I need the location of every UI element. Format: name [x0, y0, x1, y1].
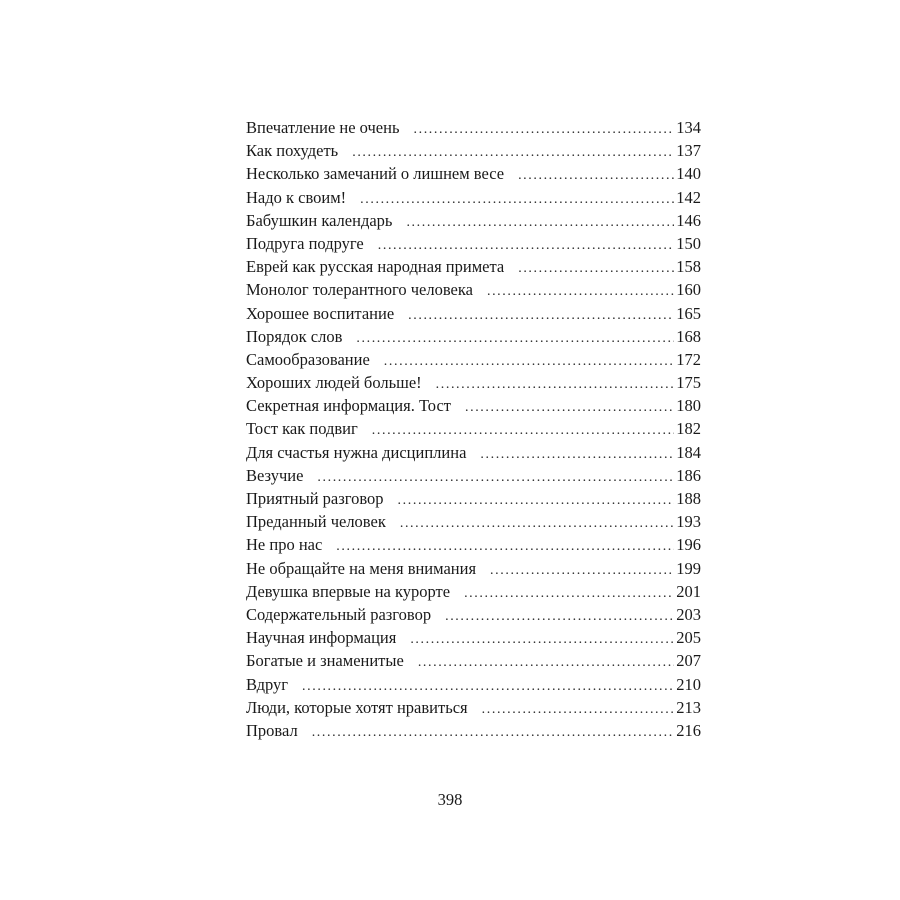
dot-leader	[312, 721, 675, 744]
dot-leader	[400, 512, 674, 535]
dot-leader	[406, 211, 674, 234]
dot-leader	[436, 373, 675, 396]
toc-entry	[246, 487, 701, 510]
dot-leader	[398, 489, 675, 512]
toc-entry-page: 196	[676, 535, 701, 555]
toc-entry-title: Для счастья нужна дисциплина	[246, 442, 467, 462]
toc-entry	[246, 626, 701, 649]
dot-leader	[518, 164, 674, 187]
dot-leader	[378, 234, 675, 257]
dot-leader	[352, 141, 674, 164]
toc-entry-title: Хорошее воспитание	[246, 303, 395, 323]
toc-entry-page: 205	[676, 628, 701, 648]
toc-entry-title: Не про нас	[246, 535, 323, 555]
dot-leader	[356, 327, 674, 350]
dot-leader	[302, 675, 674, 698]
toc-entry-title: Надо к своим!	[246, 187, 347, 207]
toc-entry	[246, 348, 701, 371]
toc-entry-page: 172	[676, 349, 701, 369]
dot-leader	[418, 651, 674, 674]
dot-leader	[410, 628, 674, 651]
dot-leader	[487, 280, 674, 303]
toc-entry	[246, 371, 701, 394]
toc-entry-page: 134	[676, 118, 701, 137]
toc-entry	[246, 209, 701, 232]
dot-leader	[464, 582, 674, 605]
toc-entry	[246, 557, 701, 580]
dot-leader	[336, 535, 674, 558]
toc-entry-title: Провал	[246, 720, 298, 740]
toc-entry-title: Научная информация	[246, 628, 397, 648]
toc-entry-page: 158	[676, 257, 701, 277]
toc-entry-title: Приятный разговор	[246, 489, 384, 508]
toc-entry-page: 193	[676, 512, 701, 532]
toc-entry-title: Порядок слов	[246, 326, 343, 346]
toc-entry	[246, 441, 701, 464]
toc-entry	[246, 186, 701, 209]
toc-entry-page: 201	[676, 581, 701, 601]
toc-entry-page: 182	[676, 419, 701, 439]
toc-entry-title: Девушка впервые на курорте	[246, 581, 451, 601]
dot-leader	[317, 466, 674, 489]
toc-entry-title: Люди, которые хотят нравиться	[246, 697, 468, 717]
toc-entry-page: 213	[676, 697, 701, 717]
toc-entry-title: Секретная информация. Тост	[246, 396, 451, 416]
toc-entry-title: Впечатление не очень	[246, 118, 400, 137]
dot-leader	[465, 396, 674, 419]
dot-leader	[372, 419, 674, 442]
toc-entry-page: 199	[676, 558, 701, 578]
toc-entry-title: Еврей как русская народная примета	[246, 257, 505, 277]
toc-entry-title: Подруга подруге	[246, 233, 364, 253]
toc-entry-page: 180	[676, 396, 701, 416]
dot-leader	[518, 257, 674, 280]
dot-leader	[360, 188, 674, 211]
toc-entry-page: 188	[676, 489, 701, 508]
page-number: 398	[437, 790, 463, 809]
toc-entry-page: 207	[676, 651, 701, 671]
toc-entry-title: Как похудеть	[246, 141, 339, 161]
toc-entry-title: Содержательный разговор	[246, 604, 432, 624]
dot-leader	[384, 350, 674, 373]
toc-entry-page: 160	[676, 280, 701, 300]
toc-entry-page: 216	[676, 720, 701, 740]
toc-entry-page: 168	[676, 326, 701, 346]
toc-entry-title: Хороших людей больше!	[246, 373, 422, 393]
toc-entry	[246, 533, 701, 556]
toc-entry-title: Богатые и знаменитые	[246, 651, 404, 671]
toc-entry-title: Не обращайте на меня внимания	[246, 558, 477, 578]
toc-entry	[246, 255, 701, 278]
table-of-contents	[246, 116, 701, 742]
toc-entry-page: 165	[676, 303, 701, 323]
toc-entry-page: 203	[676, 604, 701, 624]
toc-entry-page: 142	[676, 187, 701, 207]
dot-leader	[445, 605, 674, 628]
toc-entry	[246, 696, 701, 719]
toc-entry	[246, 603, 701, 626]
toc-entry	[246, 278, 701, 301]
dot-leader	[482, 698, 675, 721]
dot-leader	[490, 559, 674, 582]
toc-entry-page: 140	[676, 164, 701, 184]
toc-entry-page: 184	[676, 442, 701, 462]
toc-entry	[246, 162, 701, 185]
toc-entry	[246, 232, 701, 255]
toc-entry-title: Преданный человек	[246, 512, 386, 532]
toc-entry-page: 146	[676, 210, 701, 230]
toc-entry	[246, 116, 701, 139]
toc-entry-title: Монолог толерантного человека	[246, 280, 473, 300]
toc-entry	[246, 673, 701, 696]
toc-entry	[246, 417, 701, 440]
toc-entry-title: Несколько замечаний о лишнем весе	[246, 164, 505, 184]
toc-entry-title: Тост как подвиг	[246, 419, 358, 439]
dot-leader	[414, 118, 675, 141]
toc-entry	[246, 394, 701, 417]
dot-leader	[408, 304, 674, 327]
toc-entry-title: Бабушкин календарь	[246, 210, 393, 230]
toc-entry	[246, 649, 701, 672]
toc-entry-page: 150	[676, 233, 701, 253]
toc-entry-page: 186	[676, 465, 701, 485]
toc-entry-title: Везучие	[246, 465, 304, 485]
toc-entry	[246, 510, 701, 533]
toc-entry-title: Самообразование	[246, 349, 370, 369]
toc-entry-page: 210	[676, 674, 701, 694]
toc-entry-title: Вдруг	[246, 674, 289, 694]
toc-entry	[246, 464, 701, 487]
toc-entry	[246, 302, 701, 325]
toc-entry	[246, 580, 701, 603]
toc-entry-page: 137	[676, 141, 701, 161]
toc-entry	[246, 325, 701, 348]
dot-leader	[480, 443, 674, 466]
toc-entry-page: 175	[676, 373, 701, 393]
toc-entry	[246, 719, 701, 742]
toc-entry	[246, 139, 701, 162]
